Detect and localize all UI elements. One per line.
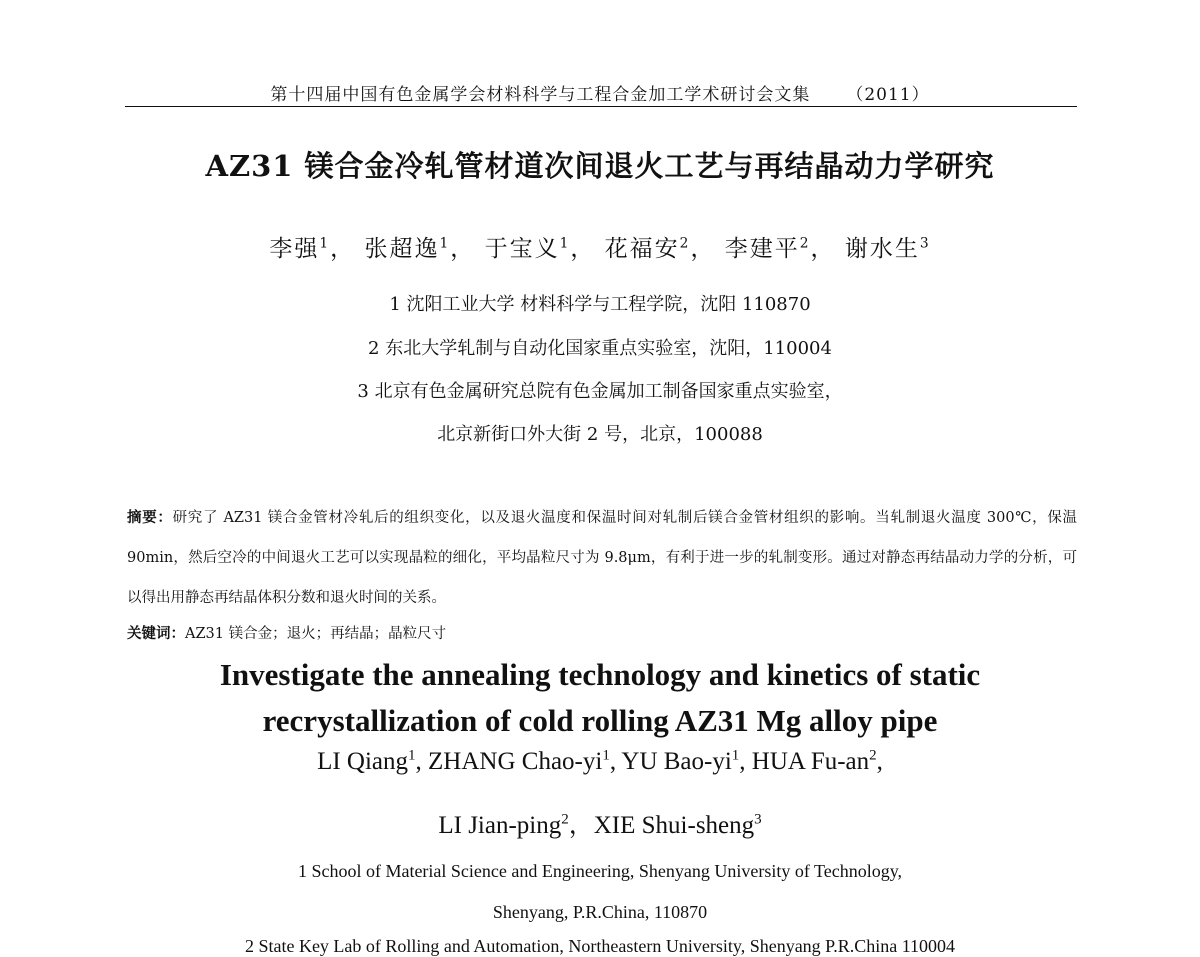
author-cn: 于宝义$^1$， — [484, 235, 596, 262]
affiliation-en-1: 1 School of Material Science and Engineering, Shenyang University of Technology, — [297, 861, 903, 881]
keywords-cn — [127, 622, 446, 643]
author-en: YU Bao-$yi^1$, — [621, 748, 752, 776]
running-head-year: （2011） — [846, 85, 930, 105]
affiliation-cn-3-address: 北京新街口外大街 2 号，北京，100088 — [437, 424, 763, 445]
paper-title-cn: AZ31 镁合金冷轧管材道次间退火工艺与再结晶动力学研究 — [205, 149, 995, 183]
author-en: LI Jian-ping$^2$， — [438, 811, 594, 839]
affiliation-cn-2: 2 东北大学轧制与自动化国家重点实验室，沈阳，110004 — [368, 338, 832, 359]
keywords-label: 关键词： — [127, 625, 185, 642]
abstract-label: 摘要： — [127, 509, 173, 526]
running-head — [0, 80, 1200, 105]
running-head-text: 第十四届中国有色金属学会材料科学与工程合金加工学术研讨会文集 — [270, 85, 811, 105]
paper-title-en-line-1: Investigate the annealing technology and kinetics of static — [219, 657, 981, 692]
author-en: LI Qiang$^1$, — [317, 748, 429, 776]
affiliation-cn-1: 1 沈阳工业大学 材料科学与工程学院，沈阳 110870 — [389, 294, 811, 315]
keywords-text: AZ31 镁合金；退火；再结晶；晶粒尺寸 — [185, 626, 447, 642]
abstract-text: 研究了 AZ31 镁合金管材冷轧后的组织变化，以及退火温度和保温时间对轧制后镁合金管材组织的影响。当轧制退火温度 300℃，保温 90min，然后空冷的中间退火工艺可以实现晶粒的细化，平均晶粒尺寸为 9.8μm，有利于进一步的轧制变形。通过对静态再结晶动力学的分析，可以得出用静态再结晶体积分数和退火时间的关系。 — [127, 510, 1078, 606]
author-cn: 张超逸$^1$， — [364, 235, 476, 262]
author-cn: 花福安$^2$， — [604, 235, 716, 262]
author-en: XIE Shui-sheng$^3$ — [593, 811, 762, 839]
affiliation-en-2: 2 State Key Lab of Rolling and Automation, Northeastern University, Shenyang P.R.China 110004 — [244, 936, 956, 956]
author-cn: 谢水生$^3$ — [844, 235, 931, 262]
author-list-cn — [0, 230, 1200, 263]
affiliation-en-1-city: Shenyang, P.R.China, 110870 — [492, 902, 708, 922]
header-rule — [125, 106, 1077, 107]
author-en: HUA $Fu-an^2$, — [751, 748, 883, 776]
author-cn: 李强$^1$， — [269, 235, 356, 262]
affiliation-cn-3: 3 北京有色金属研究总院有色金属加工制备国家重点实验室， — [357, 381, 843, 402]
author-cn: 李建平$^2$， — [724, 235, 836, 262]
author-list-en-line-1 — [0, 748, 1200, 776]
abstract-cn — [127, 498, 1077, 618]
author-en: ZHANG Chao-$yi^1$, — [428, 748, 622, 776]
author-list-en-line-2 — [0, 805, 1200, 841]
paper-title-en-line-2: recrystallization of cold rolling AZ31 Mg alloy pipe — [262, 703, 938, 738]
